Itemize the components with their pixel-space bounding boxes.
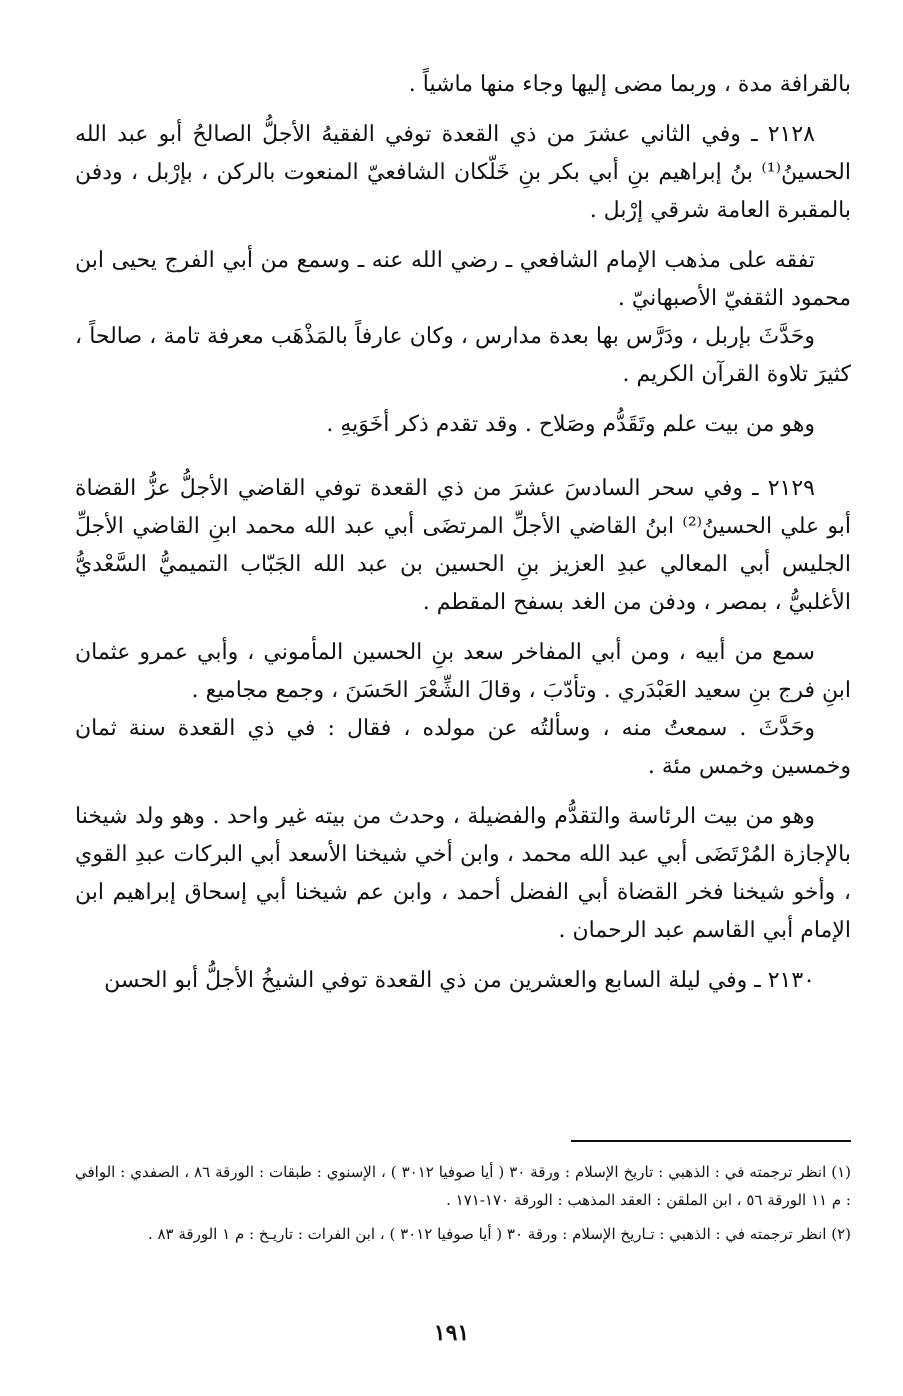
paragraph-2129-birth: وحَدَّثَ . سمعتُ منه ، وسألتُه عن مولده ، فقال : في ذي القعدة سنة ثمان وخمسين وخمس مئة . — [75, 716, 851, 779]
page-number: ١٩١ — [433, 1320, 470, 1346]
main-text — [75, 66, 851, 1000]
footnote-divider — [571, 1140, 851, 1142]
footnote-1: (١) انظر ترجمته في : الذهبي : تاريخ الإسلام : ورقة ٣٠ ( أيا صوفيا ٣٠١٢ ) ، الإسنوي : طبقات : الورقة ٨٦ ، الصفدي : الوافي : م ١١ الورقة ٥٦ ، ابن الملقن : العقد المذهب : الورقة ١٧٠-١٧١ . — [75, 1163, 851, 1209]
paragraph-2129-family: وهو من بيت الرئاسة والتقدُّم والفضيلة ، وحدث من بيته غير واحد . وهو ولد شيخنا بالإجازة المُرْتَضَى أبي عبد الله محمد ، وابن أخي شيخنا الأسعد أبي البركات عبدِ القوي ، وأخو شيخنا فخر القضاة أبي الفضل أحمد ، وابن عم شيخنا أبي إسحاق إبراهيم ابن الإمام أبي القاسم عبد الرحمان . — [75, 804, 851, 943]
footnotes — [75, 1158, 851, 1254]
paragraph-2128-family: وهو من بيت علم وتَقَدُّم وصَلاح . وقد تقدم ذكر أخَوَيهِ . — [326, 412, 815, 437]
entry-2129: ٢١٢٩ ـ وفي سحر السادسَ عشرَ من ذي القعدة توفي القاضي الأجلُّ عزُّ القضاة أبو علي الحسينُ⁽²⁾ ابنُ القاضي الأجلِّ المرتضَى أبي عبد الله محمد ابنِ القاضي الأجلِّ الجليس أبي المعالي عبدِ العزيز بنِ الحسين بن عبد الله الجَبّاب التميميُّ السَّعْديُّ الأغلبيُّ ، بمصر ، ودفن من الغد بسفح المقطم . — [75, 476, 851, 615]
entry-2130: ٢١٣٠ ـ وفي ليلة السابع والعشرين من ذي القعدة توفي الشيخُ الأجلُّ أبو الحسن — [104, 968, 815, 993]
footnote-2: (٢) انظر ترجمته في : الذهبي : تـاريخ الإسلام : ورقة ٣٠ ( أيا صوفيا ٣٠١٢ ) ، ابن الفرات : تاريـخ : م ١ الورقة ٨٣ . — [147, 1225, 851, 1243]
paragraph-continuation: بالقرافة مدة ، وربما مضى إليها وجاء منها ماشياً . — [408, 72, 851, 97]
entry-2128: ٢١٢٨ ـ وفي الثاني عشرَ من ذي القعدة توفي الفقيهُ الأجلُّ الصالحُ أبو عبد الله الحسينُ⁽¹⁾ بنُ إبراهيم بنِ أبي بكر بنِ خَلّكان الشافعيّ المنعوت بالركن ، بإرْبل ، ودفن بالمقبرة العامة شرقي إرْبل . — [75, 122, 851, 223]
paragraph-2129-study: سمع من أبيه ، ومن أبي المفاخر سعد بنِ الحسين المأموني ، وأبي عمرو عثمان ابنِ فرج بنِ سعيد العَبْدَري . وتأدّبَ ، وقالَ الشِّعْرَ الحَسَنَ ، وجمع مجاميع . — [75, 640, 851, 703]
paragraph-2128-study: تفقه على مذهب الإمام الشافعي ـ رضي الله عنه ـ وسمع من أبي الفرج يحيى ابن محمود الثقفيّ الأصبهانيّ . — [75, 248, 851, 311]
paragraph-2128-teaching: وحَدَّثَ بإربل ، ودَرَّس بها بعدة مدارس ، وكان عارفاً بالمَذْهَب معرفة تامة ، صالحاً ، كثيرَ تلاوة القرآن الكريم . — [75, 324, 851, 387]
